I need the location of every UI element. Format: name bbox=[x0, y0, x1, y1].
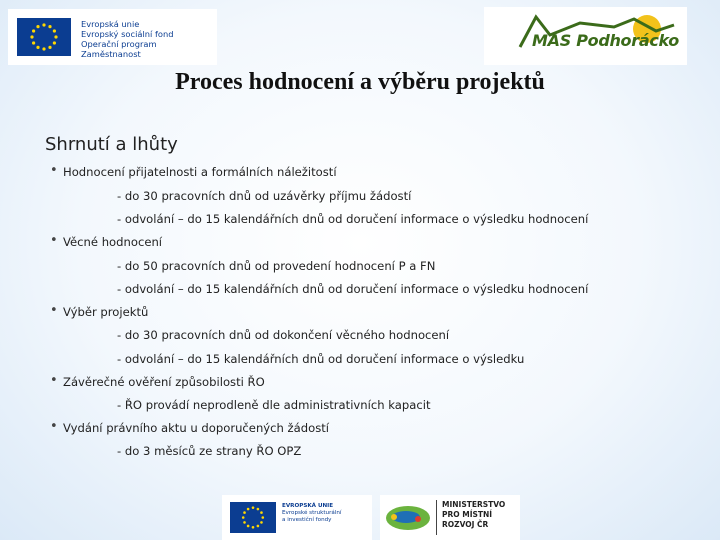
eu-logo-line: Evropský sociální fond bbox=[81, 29, 174, 39]
eu-star-icon bbox=[252, 506, 255, 509]
list-item-detail: - do 3 měsíců ze strany ŘO OPZ bbox=[117, 444, 302, 458]
ministry-logo-text bbox=[442, 500, 505, 530]
eu-star-icon bbox=[53, 29, 56, 32]
eu-star-icon bbox=[260, 511, 263, 514]
eu-star-icon bbox=[247, 508, 250, 511]
eu-star-icon bbox=[30, 35, 33, 38]
list-item-label: Vydání právního aktu u doporučených žádostí bbox=[63, 421, 330, 435]
list-item-label: Výběr projektů bbox=[63, 305, 149, 319]
eu-star-icon bbox=[242, 516, 245, 519]
bullet-icon: • bbox=[50, 373, 58, 388]
eu-logo-line: Evropské strukturální bbox=[282, 510, 342, 516]
eu-flag-icon bbox=[230, 502, 276, 533]
eu-star-icon bbox=[257, 525, 260, 528]
bullet-icon: • bbox=[50, 163, 58, 178]
logo-divider bbox=[436, 500, 437, 535]
list-item-detail: - do 30 pracovních dnů od dokončení věcného hodnocení bbox=[117, 328, 450, 342]
mas-podhoracko-logo bbox=[484, 7, 687, 65]
list-item-detail: - odvolání – do 15 kalendářních dnů od doručení informace o výsledku bbox=[117, 352, 525, 366]
ministry-logo-line: MINISTERSTVO bbox=[442, 500, 506, 509]
mas-logo-text: MAS Podhorácko bbox=[532, 31, 679, 50]
ministry-logo-line: PRO MÍSTNÍ bbox=[442, 510, 493, 519]
list-item-detail: - odvolání – do 15 kalendářních dnů od doručení informace o výsledku hodnocení bbox=[117, 212, 589, 226]
eu-star-icon bbox=[257, 508, 260, 511]
eu-star-icon bbox=[42, 23, 45, 26]
eu-logo-line: Evropská unie bbox=[81, 19, 140, 29]
list-item-detail: - ŘO provádí neprodleně dle administrativních kapacit bbox=[117, 398, 431, 412]
section-subtitle: Shrnutí a lhůty bbox=[45, 134, 178, 155]
eu-star-icon bbox=[53, 41, 56, 44]
eu-logo-text bbox=[282, 503, 341, 524]
eu-star-icon bbox=[32, 29, 35, 32]
ministry-regional-development-logo bbox=[380, 495, 520, 540]
eu-star-icon bbox=[243, 521, 246, 524]
eu-structural-funds-logo bbox=[222, 495, 372, 540]
list-item-label: Závěrečné ověření způsobilosti ŘO bbox=[63, 375, 265, 389]
eu-star-icon bbox=[252, 526, 255, 529]
ministry-logo-line: ROZVOJ ČR bbox=[442, 520, 489, 529]
eu-logo-line: a investiční fondy bbox=[282, 517, 332, 523]
eu-logo-line: Operační program Zaměstnanost bbox=[81, 39, 157, 59]
eu-star-icon bbox=[36, 46, 39, 49]
eu-logo-text bbox=[81, 19, 217, 59]
list-item-label: Věcné hodnocení bbox=[63, 235, 163, 249]
eu-star-icon bbox=[243, 511, 246, 514]
bullet-icon: • bbox=[50, 233, 58, 248]
list-item-detail: - do 50 pracovních dnů od provedení hodnocení P a FN bbox=[117, 259, 436, 273]
eu-star-icon bbox=[42, 47, 45, 50]
eu-star-icon bbox=[260, 521, 263, 524]
list-item-detail: - odvolání – do 15 kalendářních dnů od doručení informace o výsledku hodnocení bbox=[117, 282, 589, 296]
list-item-label: Hodnocení přijatelnosti a formálních náležitostí bbox=[63, 165, 337, 179]
eu-star-icon bbox=[32, 41, 35, 44]
eu-star-icon bbox=[36, 25, 39, 28]
eu-star-icon bbox=[54, 35, 57, 38]
bullet-icon: • bbox=[50, 419, 58, 434]
eu-flag-icon bbox=[17, 18, 71, 56]
eu-logo-line: EVROPSKÁ UNIE bbox=[282, 503, 334, 509]
eu-star-icon bbox=[247, 525, 250, 528]
eu-star-icon bbox=[261, 516, 264, 519]
page-title: Proces hodnocení a výběru projektů bbox=[175, 69, 545, 95]
bullet-icon: • bbox=[50, 303, 58, 318]
list-item-detail: - do 30 pracovních dnů od uzávěrky příjmu žádostí bbox=[117, 189, 412, 203]
eu-star-icon bbox=[48, 25, 51, 28]
eu-esf-logo bbox=[8, 9, 217, 65]
ministry-emblem-icon bbox=[382, 495, 434, 540]
eu-star-icon bbox=[48, 46, 51, 49]
